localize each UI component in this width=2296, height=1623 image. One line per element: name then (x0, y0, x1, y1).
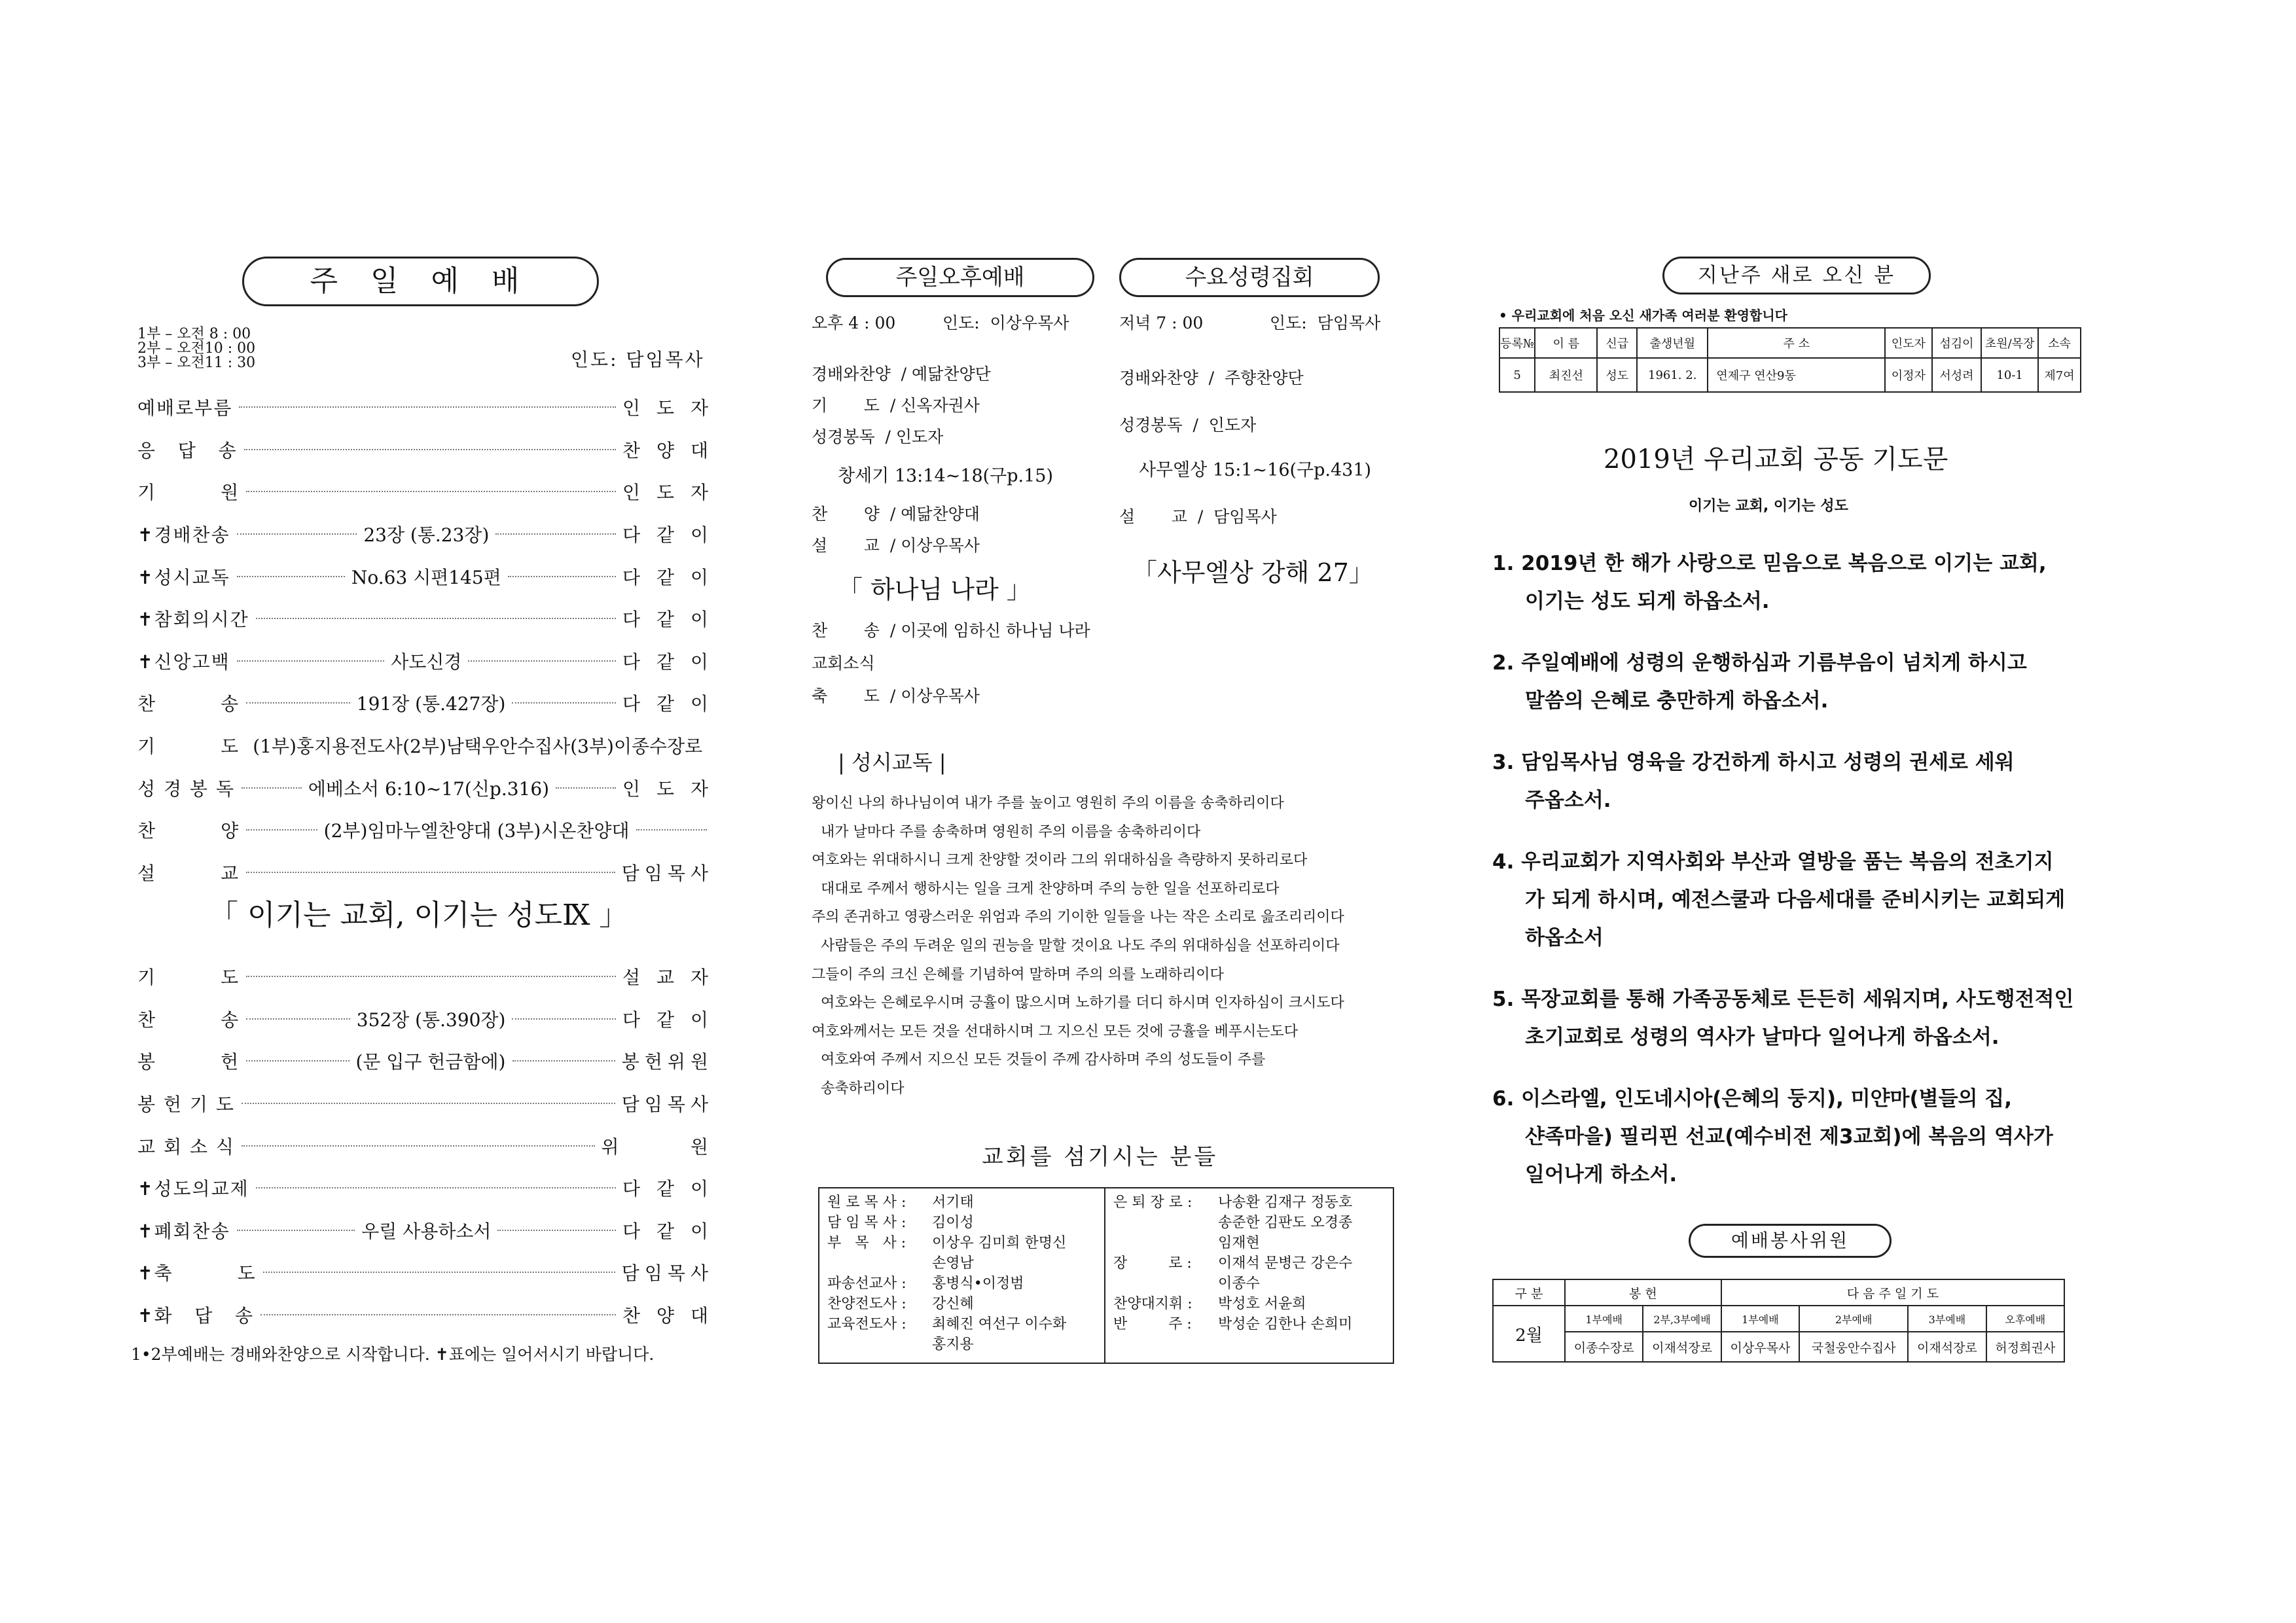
time-1: 1부 – 오전 8 : 00 (137, 326, 251, 342)
worship-item (137, 640, 713, 683)
cell-dept: 제7여 (2038, 358, 2081, 392)
worship-item-name: ✝신앙고백 (137, 651, 230, 673)
servant-role: 찬양전도사 : (827, 1296, 906, 1312)
worship-item-detail: 191장 (통.427장) (356, 693, 506, 715)
worship-item-name: ✝경배찬송 (137, 524, 230, 546)
servant-row (827, 1274, 1096, 1294)
responsive-line: 여호와여 주께서 지으신 모든 것들이 주께 감사하며 주의 성도들이 주를 (812, 1052, 1266, 1069)
col-group: 초원/목장 (1981, 328, 2038, 358)
worship-item (137, 429, 713, 471)
worship-item-name: 찬 양 (137, 820, 240, 842)
worship-item-person: 인 도 자 (622, 397, 713, 419)
prayer-line: 샨족마을) 필리핀 선교(예수비전 제3교회)에 복음의 역사가 (1525, 1125, 2053, 1149)
sunday-sermon-title: 「 이기는 교회, 이기는 성도Ⅸ 」 (209, 899, 628, 932)
newcomers-note: • 우리교회에 처음 오신 새가족 여러분 환영합니다 (1499, 308, 1787, 323)
prayer-line: 2. 주일예배에 성령의 운행하심과 기름부음이 넘치게 하시고 (1492, 651, 2027, 675)
servant-row (1113, 1314, 1385, 1334)
afternoon-line-7: 교회소식 (812, 654, 875, 673)
order-of-worship (137, 386, 713, 893)
worship-item-person: 봉헌위원 (621, 1051, 713, 1073)
servant-row (1113, 1213, 1385, 1233)
prayer-list (1492, 544, 2108, 1217)
worship-item (137, 955, 713, 998)
worship-item-detail: (2부)임마누엘찬양대 (3부)시온찬양대 (323, 820, 630, 842)
servant-names: 최혜진 여선구 이수화 (932, 1316, 1067, 1332)
worship-item-detail: 사도신경 (391, 651, 462, 673)
leader-dots (246, 491, 616, 492)
vol-h-gubun: 구 분 (1493, 1279, 1565, 1306)
servant-names: 홍지용 (932, 1336, 974, 1353)
worship-item (137, 1209, 713, 1252)
leader-dots (237, 1230, 355, 1231)
leader-dots (263, 1272, 615, 1273)
worship-item-name: 성 경 봉 독 (137, 777, 235, 800)
vol-sub-6: 오후예배 (1986, 1306, 2064, 1332)
servant-role (1113, 1213, 1211, 1233)
responsive-line: 여호와는 위대하시니 크게 찬양할 것이라 그의 위대하심을 측량하지 못하리로다 (812, 852, 1308, 869)
afternoon-line-6: 찬 송 / 이곳에 임하신 하나님 나라 (812, 621, 1090, 640)
worship-item-name: 설 교 (137, 862, 240, 884)
sunday-leader: 인도: 담임목사 (571, 349, 705, 370)
worship-item-person: 다 같 이 (622, 693, 713, 715)
servant-row (1113, 1192, 1385, 1213)
worship-item-name: ✝성시교독 (137, 566, 230, 588)
worship-item-person: 담임목사 (621, 1262, 713, 1285)
leader-dots (237, 533, 357, 535)
vol-val-1: 이종수장로 (1565, 1332, 1643, 1362)
prayer-line: 말씀의 은혜로 충만하게 하옵소서. (1525, 689, 1829, 713)
leader-dots (242, 1103, 615, 1104)
col-no: 등록№ (1499, 328, 1535, 358)
vol-val-2: 이재석장로 (1643, 1332, 1721, 1362)
wednesday-title: 수요성령집회 (1119, 258, 1380, 297)
prayer-item (1492, 1080, 2108, 1194)
worship-item-person: 인 도 자 (622, 777, 713, 800)
afternoon-title: 주일오후예배 (826, 258, 1094, 297)
servant-names: 김이성 (932, 1215, 974, 1231)
afternoon-line-3: 성경봉독 / 인도자 (812, 427, 944, 446)
prayer-subtitle: 이기는 교회, 이기는 성도 (1689, 498, 1848, 514)
servant-row (827, 1233, 1096, 1253)
afternoon-line-5: 설 교 / 이상우목사 (812, 536, 980, 555)
servant-role: 원 로 목 사 : (827, 1194, 906, 1211)
wednesday-line-1: 경배와찬양 / 주향찬양단 (1119, 368, 1304, 387)
cell-guide: 이정자 (1885, 358, 1931, 392)
worship-item-name: ✝화 답 송 (137, 1305, 255, 1327)
prayer-line: 1. 2019년 한 해가 사랑으로 믿음으로 복음으로 이기는 교회, (1492, 552, 2047, 575)
responsive-line: 내가 날마다 주를 송축하며 영원히 주의 이름을 송축하리이다 (812, 823, 1201, 840)
prayer-item (1492, 644, 2108, 720)
servants-right (1105, 1188, 1393, 1363)
worship-item (137, 998, 713, 1041)
worship-item-detail: 23장 (통.23장) (363, 524, 490, 546)
leader-dots (246, 872, 615, 873)
servant-role: 반 주 : (1113, 1316, 1192, 1332)
time-3: 3부 – 오전11 : 30 (137, 355, 256, 371)
worship-item-person: 다 같 이 (622, 1220, 714, 1242)
servant-role: 담 임 목 사 : (827, 1215, 906, 1231)
servant-names: 박성호 서윤희 (1218, 1296, 1306, 1312)
wednesday-time: 저녁 7 : 00 (1119, 313, 1204, 332)
servant-role: 파송선교사 : (827, 1275, 906, 1292)
worship-item-person: 인 도 자 (622, 482, 713, 504)
worship-item-person: 담임목사 (621, 1094, 713, 1116)
servant-names: 이상우 김미희 한명신 (932, 1235, 1067, 1251)
prayer-line: 4. 우리교회가 지역사회와 부산과 열방을 품는 복음의 전초기지 (1492, 850, 2054, 874)
afternoon-line-1: 경배와찬양 / 예닮찬양단 (812, 365, 991, 383)
prayer-item (1492, 544, 2108, 620)
servant-names: 서기태 (932, 1194, 974, 1211)
leader-dots (246, 1018, 350, 1020)
servant-names: 임재현 (1218, 1235, 1260, 1251)
afternoon-leader: 인도: 이상우목사 (942, 313, 1069, 332)
worship-item (137, 1082, 713, 1125)
worship-item-name: ✝참회의시간 (137, 609, 249, 631)
leader-dots (495, 533, 616, 535)
servants-title: 교회를 섬기시는 분들 (982, 1144, 1219, 1170)
vol-val-5: 이재석장로 (1908, 1332, 1986, 1362)
worship-item-name: 봉 헌 (137, 1051, 240, 1073)
leader-dots (508, 576, 616, 577)
worship-item-person: 찬 양 대 (622, 1305, 713, 1327)
servant-role (827, 1334, 925, 1355)
prayer-line: 3. 담임목사님 영육을 강건하게 하시고 성령의 권세로 세워 (1492, 751, 2015, 774)
leader-dots (512, 702, 616, 704)
servant-role (1113, 1274, 1211, 1294)
worship-item (137, 1040, 713, 1082)
vol-month: 2월 (1493, 1306, 1565, 1362)
leader-dots (237, 660, 385, 662)
worship-item (137, 597, 713, 640)
prayer-line: 하옵소서 (1525, 926, 1604, 950)
afternoon-time: 오후 4 : 00 (812, 313, 896, 332)
servant-row (827, 1253, 1096, 1274)
worship-item (137, 682, 713, 724)
col-guide: 인도자 (1885, 328, 1931, 358)
worship-item-person: 다 같 이 (622, 1008, 713, 1031)
leader-dots (512, 1060, 615, 1061)
cell-helper: 서성려 (1932, 358, 1982, 392)
prayer-line: 6. 이스라엘, 인도네시아(은혜의 둥지), 미얀마(별들의 집, (1492, 1087, 2013, 1111)
afternoon-sermon: 「 하나님 나라 」 (838, 575, 1031, 604)
volunteers-title: 예배봉사위원 (1689, 1224, 1892, 1258)
worship-item-person: 위 원 (601, 1135, 713, 1158)
worship-item (137, 766, 713, 809)
col-dept: 소속 (2038, 328, 2081, 358)
responsive-line: 주의 존귀하고 영광스러운 위엄과 주의 기이한 일들을 나는 작은 소리로 읊조리리이다 (812, 909, 1344, 926)
leader-dots (636, 829, 707, 830)
servant-names: 박성순 김한나 손희미 (1218, 1316, 1353, 1332)
worship-item (137, 1251, 713, 1294)
afternoon-line-4: 찬 양 / 예닮찬양대 (812, 505, 980, 524)
worship-item-detail: (문 입구 헌금함에) (355, 1051, 506, 1073)
servant-role: 교육전도사 : (827, 1316, 906, 1332)
vol-sub-5: 3부예배 (1908, 1306, 1986, 1332)
prayer-line: 주옵소서. (1525, 789, 1611, 812)
leader-dots (239, 406, 616, 408)
worship-item-name: 찬 송 (137, 693, 240, 715)
worship-item-person: 설 교 자 (622, 967, 713, 989)
sunday-footnote: 1•2부예배는 경배와찬양으로 시작합니다. ✝표에는 일어서시기 바랍니다. (131, 1345, 655, 1364)
prayer-line: 이기는 성도 되게 하옵소서. (1525, 590, 1770, 613)
servant-row (1113, 1233, 1385, 1253)
leader-dots (244, 449, 617, 450)
cell-group: 10-1 (1981, 358, 2038, 392)
vol-h-prayer: 다 음 주 일 기 도 (1721, 1279, 2064, 1306)
volunteers-table (1492, 1279, 2065, 1363)
responsive-line: 그들이 주의 크신 은혜를 기념하여 말하며 주의 의를 노래하리이다 (812, 966, 1224, 983)
volunteers-sub-row (1493, 1306, 2064, 1332)
prayer-item (1492, 743, 2108, 819)
worship-item-name: 예배로부름 (137, 397, 233, 419)
cell-name: 최진선 (1535, 358, 1597, 392)
prayer-line: 5. 목장교회를 통해 가족공동체로 든든히 세워지며, 사도행전적인 (1492, 988, 2074, 1011)
time-2: 2부 – 오전10 : 00 (137, 340, 256, 357)
afternoon-scripture: 창세기 13:14~18(구p.15) (838, 466, 1053, 486)
servant-row (1113, 1274, 1385, 1294)
servants-left (819, 1188, 1105, 1363)
volunteers-header-row (1493, 1279, 2064, 1306)
cell-birth: 1961. 2. (1637, 358, 1708, 392)
responsive-title: | 성시교독 | (838, 750, 946, 775)
worship-item-name: 기 도 (137, 736, 240, 758)
newcomers-header-row (1499, 328, 2081, 358)
worship-item (137, 513, 713, 556)
leader-dots (497, 1230, 616, 1231)
servant-row (827, 1334, 1096, 1355)
worship-item (137, 555, 713, 597)
worship-item-name: ✝폐회찬송 (137, 1220, 230, 1242)
worship-item-name: 교 회 소 식 (137, 1135, 235, 1158)
leader-dots (242, 787, 302, 789)
leader-dots (246, 702, 350, 704)
vol-val-4: 국철웅안수집사 (1799, 1332, 1908, 1362)
prayer-line: 일어나게 하소서. (1525, 1163, 1677, 1186)
worship-item-detail: No.63 시편145편 (351, 566, 501, 588)
servant-names: 송준한 김판도 오경종 (1218, 1215, 1353, 1231)
cell-grade: 성도 (1597, 358, 1637, 392)
order-of-worship-2 (137, 955, 713, 1336)
worship-item-person: 담임목사 (621, 862, 713, 884)
leader-dots (256, 1187, 616, 1188)
worship-item-detail: (1부)홍지용전도사(2부)남택우안수집사(3부)이종수장로 (253, 736, 703, 758)
servant-row (1113, 1294, 1385, 1314)
wednesday-line-3: 설 교 / 담임목사 (1119, 507, 1277, 526)
vol-val-6: 허정희권사 (1986, 1332, 2064, 1362)
worship-item-person: 다 같 이 (622, 609, 713, 631)
worship-item-person: 다 같 이 (622, 524, 714, 546)
vol-h-offering: 봉 헌 (1565, 1279, 1721, 1306)
leader-dots (556, 787, 616, 789)
table-row (1499, 358, 2081, 392)
worship-item (137, 1167, 713, 1209)
col-birth: 출생년월 (1637, 328, 1708, 358)
leader-dots (512, 1018, 616, 1020)
worship-item (137, 471, 713, 513)
servant-role (827, 1253, 925, 1274)
worship-item-name: 찬 송 (137, 1008, 240, 1031)
leader-dots (242, 1145, 595, 1147)
worship-item-name: ✝축 도 (137, 1262, 257, 1285)
servant-names: 손영남 (932, 1255, 974, 1272)
responsive-line: 대대로 주께서 행하시는 일을 크게 찬양하며 주의 능한 일을 선포하리로다 (812, 880, 1280, 897)
afternoon-line-8: 축 도 / 이상우목사 (812, 687, 980, 705)
vol-sub-2: 2부,3부예배 (1643, 1306, 1721, 1332)
responsive-line: 여호와는 은혜로우시며 긍휼이 많으시며 노하기를 더디 하시며 인자하심이 크시도다 (812, 995, 1344, 1012)
worship-item (137, 851, 713, 894)
servant-role (1113, 1233, 1211, 1253)
vol-sub-3: 1부예배 (1721, 1306, 1799, 1332)
worship-item-person: 다 같 이 (622, 651, 713, 673)
newcomers-table (1499, 327, 2081, 393)
servant-names: 이재석 문병근 강은수 (1218, 1255, 1353, 1272)
servant-names: 이종수 (1218, 1275, 1260, 1292)
service-times (137, 327, 255, 370)
worship-item-name: 기 도 (137, 967, 240, 989)
worship-item-detail: 에베소서 6:10~17(신p.316) (308, 777, 550, 800)
leader-dots (237, 576, 345, 577)
servant-row (827, 1192, 1096, 1213)
responsive-line: 송축하리이다 (812, 1080, 905, 1097)
worship-item-person: 다 같 이 (622, 1178, 713, 1200)
servant-row (1113, 1253, 1385, 1274)
leader-dots (246, 976, 616, 977)
wednesday-line-2: 성경봉독 / 인도자 (1119, 416, 1257, 435)
col-grade: 신급 (1597, 328, 1637, 358)
wednesday-sermon: 「사무엘상 강해 27」 (1132, 558, 1374, 587)
worship-item-detail: 우릴 사용하소서 (361, 1220, 492, 1242)
responsive-line: 사람들은 주의 두려운 일의 권능을 말할 것이요 나도 주의 위대하심을 선포하리이다 (812, 937, 1340, 954)
worship-item-name: 봉 헌 기 도 (137, 1094, 235, 1116)
col-address: 주 소 (1708, 328, 1885, 358)
worship-item (137, 1294, 713, 1336)
worship-item-person: 다 같 이 (622, 566, 713, 588)
worship-item (137, 809, 713, 851)
prayer-title: 2019년 우리교회 공동 기도문 (1604, 444, 1948, 474)
leader-dots (468, 660, 616, 662)
wednesday-leader: 인도: 담임목사 (1270, 313, 1381, 332)
servant-role: 부 목 사 : (827, 1235, 906, 1251)
afternoon-line-2: 기 도 / 신옥자권사 (812, 396, 980, 415)
worship-item-name: 응 답 송 (137, 439, 238, 461)
servant-names: 홍병식•이정범 (932, 1275, 1024, 1292)
worship-item (137, 1124, 713, 1167)
worship-item-detail: 352장 (통.390장) (356, 1008, 506, 1031)
servant-names: 나송환 김재구 정동호 (1218, 1194, 1353, 1211)
worship-item (137, 386, 713, 429)
worship-item (137, 724, 713, 767)
responsive-line: 왕이신 나의 하나님이여 내가 주를 높이고 영원히 주의 이름을 송축하리이다 (812, 795, 1284, 812)
servant-role: 은 퇴 장 로 : (1113, 1194, 1193, 1211)
servant-role: 장 로 : (1113, 1255, 1192, 1272)
worship-item-name: 기 원 (137, 482, 240, 504)
vol-val-3: 이상우목사 (1721, 1332, 1799, 1362)
worship-item-person: 찬 양 대 (622, 439, 713, 461)
prayer-line: 가 되게 하시며, 예전스쿨과 다음세대를 준비시키는 교회되게 (1525, 888, 2066, 912)
cell-address: 연제구 연산9동 (1708, 358, 1885, 392)
col-helper: 섬김이 (1932, 328, 1982, 358)
servant-row (827, 1213, 1096, 1233)
leader-dots (260, 1314, 616, 1315)
newcomers-title: 지난주 새로 오신 분 (1662, 257, 1931, 294)
col-name: 이 름 (1535, 328, 1597, 358)
servant-role: 찬양대지휘 : (1113, 1296, 1193, 1312)
vol-sub-1: 1부예배 (1565, 1306, 1643, 1332)
prayer-item (1492, 980, 2108, 1056)
responsive-line: 여호와께서는 모든 것을 선대하시며 그 지으신 모든 것에 긍휼을 베푸시는도다 (812, 1023, 1299, 1040)
leader-dots (246, 1060, 349, 1061)
table-row (1493, 1332, 2064, 1362)
prayer-item (1492, 843, 2108, 957)
responsive-text (812, 789, 1344, 1103)
servant-row (827, 1314, 1096, 1334)
worship-item-name: ✝성도의교제 (137, 1178, 249, 1200)
leader-dots (256, 618, 616, 619)
prayer-line: 초기교회로 성령의 역사가 날마다 일어나게 하옵소서. (1525, 1026, 2000, 1049)
wednesday-scripture: 사무엘상 15:1~16(구p.431) (1139, 460, 1372, 480)
vol-sub-4: 2부예배 (1799, 1306, 1908, 1332)
leader-dots (246, 829, 317, 830)
cell-no: 5 (1499, 358, 1535, 392)
servant-names: 강신혜 (932, 1296, 974, 1312)
servants-box (818, 1187, 1394, 1364)
sunday-title: 주 일 예 배 (242, 257, 599, 306)
servant-row (827, 1294, 1096, 1314)
